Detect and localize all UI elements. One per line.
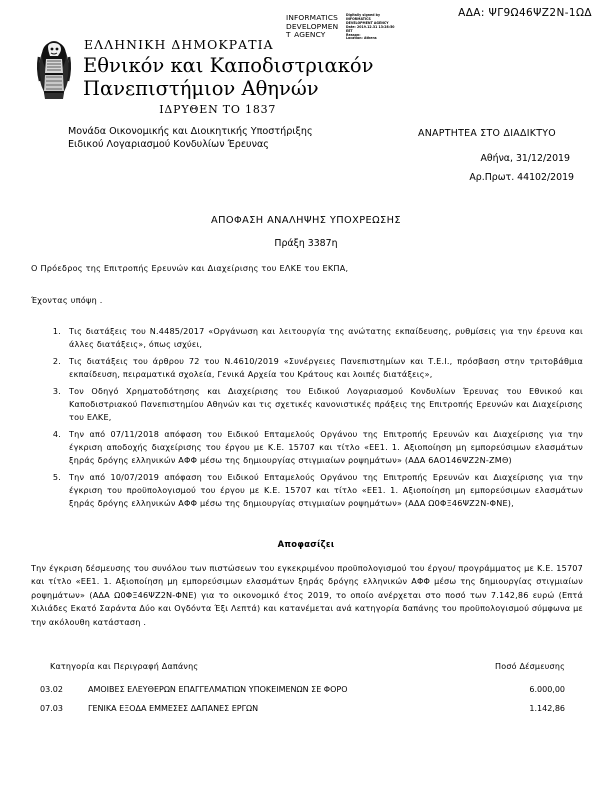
publication-notice: ΑΝΑΡΤΗΤΕΑ ΣΤΟ ΔΙΑΔΙΚΤΥΟ bbox=[418, 128, 556, 139]
issuing-unit-line-2: Ειδικού Λογαριασμού Κονδυλίων Έρευνας bbox=[68, 139, 269, 150]
document-body bbox=[31, 262, 583, 514]
signature-detail-line-7: Location: Athens bbox=[346, 36, 377, 41]
budget-allocation-table bbox=[40, 662, 565, 720]
university-founded-year: ΙΔΡΥΘΕΝ ΤΟ 1837 bbox=[159, 103, 277, 116]
signature-agency-line-3: T AGENCY bbox=[286, 30, 326, 40]
letterhead bbox=[34, 36, 394, 151]
list-item: Τις διατάξεις του Ν.4485/2017 «Οργάνωση και λειτουργία της ανώτατης εκπαίδευσης, ρυθμίσεις για την έρευνα και άλλες διατάξεις», όπως ισχύει, bbox=[69, 325, 583, 350]
column-header-category: Κατηγορία και Περιγραφή Δαπάνης bbox=[50, 662, 199, 671]
table-row bbox=[40, 701, 565, 720]
athena-emblem-icon bbox=[34, 39, 74, 101]
act-number: Πράξη 3387η bbox=[274, 238, 338, 249]
signature-agency-line-2: DEVELOPMEN bbox=[286, 21, 339, 31]
expense-description: ΑΜΟΙΒΕΣ ΕΛΕΥΘΕΡΩΝ ΕΠΑΓΓΕΛΜΑΤΙΩΝ ΥΠΟΚΕΙΜΕΝΩΝ ΣΕ ΦΟΡΟ bbox=[88, 685, 348, 694]
protocol-number: Αρ.Πρωτ. 44102/2019 bbox=[469, 172, 574, 183]
page-title: ΑΠΟΦΑΣΗ ΑΝΑΛΗΨΗΣ ΥΠΟΧΡΕΩΣΗΣ bbox=[211, 215, 401, 226]
list-item: Την από 10/07/2019 απόφαση του Ειδικού Επταμελούς Οργάνου της Επιτροπής Ερευνών και Διαχείρισης για την έγκριση του προϋπολογισμού του έργου με Κ.Ε. 15707 και τίτλο «ΕΕ1. 1. Αξιοποίηση μη εμπορεύσιμων ελασμάτων ξηράς δρόγης ελληνικών ΑΦΦ μέσω της δημιουργίας στιγμιαίων ροψημάτων» (ΑΔΑ Ω0ΦΞ46ΨΖ2Ν-ΦΝΕ), bbox=[69, 471, 583, 509]
signature-detail-line-4: Date: 2019.12.31 13:28:50 bbox=[346, 24, 395, 29]
having-regard-label: Έχοντας υπόψη . bbox=[31, 295, 103, 306]
expense-code: 03.02 bbox=[40, 685, 63, 694]
place-and-date: Αθήνα, 31/12/2019 bbox=[480, 153, 570, 164]
university-title-line-2: Πανεπιστήμιον Αθηνών bbox=[83, 77, 319, 100]
decision-paragraph: Την έγκριση δέσμευσης του συνόλου των πιστώσεων του εγκεκριμένου προϋπολογισμού του έργου/ προγράμματος με Κ.Ε. 15707 και τίτλο «ΕΕ1. 1. Αξιοποίηση μη εμπορεύσιμων ελασμάτων ξηράς δρόγης ελληνικών ΑΦΦ μέσω της δημιουργίας στιγμιαίων ροψημάτων» (ΑΔΑ Ω0ΦΞ46ΨΖ2Ν-ΦΝΕ) για το οικονομικό έτος 2019, το οποίο ανέρχεται στο ποσό των 7.142,86 ευρώ (Επτά Χιλιάδες Εκατό Σαράντα Δύο και Ογδόντα Έξι Λεπτά) και κατανέμεται ανά κατηγορία δαπάνης του προϋπολογισμού σύμφωνα με την ακόλουθη κατάσταση . bbox=[31, 563, 583, 627]
intro-paragraph: Ο Πρόεδρος της Επιτροπής Ερευνών και Διαχείρισης του ΕΛΚΕ του ΕΚΠΑ, bbox=[31, 263, 349, 273]
table-row bbox=[40, 682, 565, 701]
expense-amount: 6.000,00 bbox=[529, 685, 565, 694]
signature-detail-line-1: Digitally signed by bbox=[346, 13, 381, 17]
expense-code: 07.03 bbox=[40, 704, 63, 713]
list-item: Τον Οδηγό Χρηματοδότησης και Διαχείρισης του Ειδικού Λογαριασμού Κονδυλίων Έρευνας του Εθνικού και Καποδιστριακού Πανεπιστημίου Αθηνών και τις σχετικές κανονιστικές πράξεις της Επιτροπής Ερευνών και Διαχείρισης του ΕΛΚΕ, bbox=[69, 385, 583, 423]
signature-detail-line-3: DEVELOPMENT AGENCY bbox=[346, 20, 389, 25]
ada-reference-number: ΑΔΑ: ΨΓ9Ω46ΨΖ2Ν-1ΩΔ bbox=[458, 7, 592, 19]
expense-amount: 1.142,86 bbox=[529, 704, 565, 713]
issuing-unit-line-1: Μονάδα Οικονομικής και Διοικητικής Υποστήριξης bbox=[68, 126, 313, 137]
legal-clause-list bbox=[31, 325, 583, 511]
university-title-line-1: Εθνικόν και Καποδιστριακόν bbox=[83, 54, 374, 77]
signature-detail-line-2: INFORMATICS bbox=[346, 16, 371, 21]
expense-description: ΓΕΝΙΚΑ ΕΞΟΔΑ ΕΜΜΕΣΕΣ ΔΑΠΑΝΕΣ ΕΡΓΩΝ bbox=[88, 704, 259, 713]
signature-agency-line-1: INFORMATICS bbox=[286, 13, 338, 22]
column-header-amount: Ποσό Δέσμευσης bbox=[495, 662, 565, 671]
signature-detail-line-5: EET bbox=[346, 28, 353, 33]
issuing-unit bbox=[68, 125, 394, 151]
document-meta bbox=[392, 128, 582, 183]
title-block bbox=[0, 215, 612, 249]
table-header-row bbox=[40, 662, 565, 682]
list-item: Τις διατάξεις του άρθρου 72 του Ν.4610/2019 «Συνέργειες Πανεπιστημίων και Τ.Ε.Ι., πρόσβαση στην τριτοβάθμια εκπαίδευση, πειραματικά σχολεία, Γενικά Αρχεία του Κράτους και λοιπές διατάξεις», bbox=[69, 355, 583, 379]
decides-heading: Αποφασίζει bbox=[277, 539, 335, 549]
republic-title: ΕΛΛΗΝΙΚΗ ΔΗΜΟΚΡΑΤΙΑ bbox=[84, 37, 274, 52]
signature-detail-line-6: Reason: bbox=[346, 32, 361, 37]
list-item: Την από 07/11/2018 απόφαση του Ειδικού Επταμελούς Οργάνου της Επιτροπής Ερευνών και Διαχείρισης για την έγκριση αποδοχής διαχείρισης του έργου με Κ.Ε. 15707 και τίτλο «ΕΕ1. 1. Αξιοποίηση μη εμπορεύσιμων ελασμάτων ξηράς δρόγης ελληνικών ΑΦΦ μέσω της δημιουργίας στιγμιαίων ροψημάτων» (ΑΔΑ 6ΑΟ146ΨΖ2Ν-ΖΜΘ) bbox=[69, 428, 583, 466]
